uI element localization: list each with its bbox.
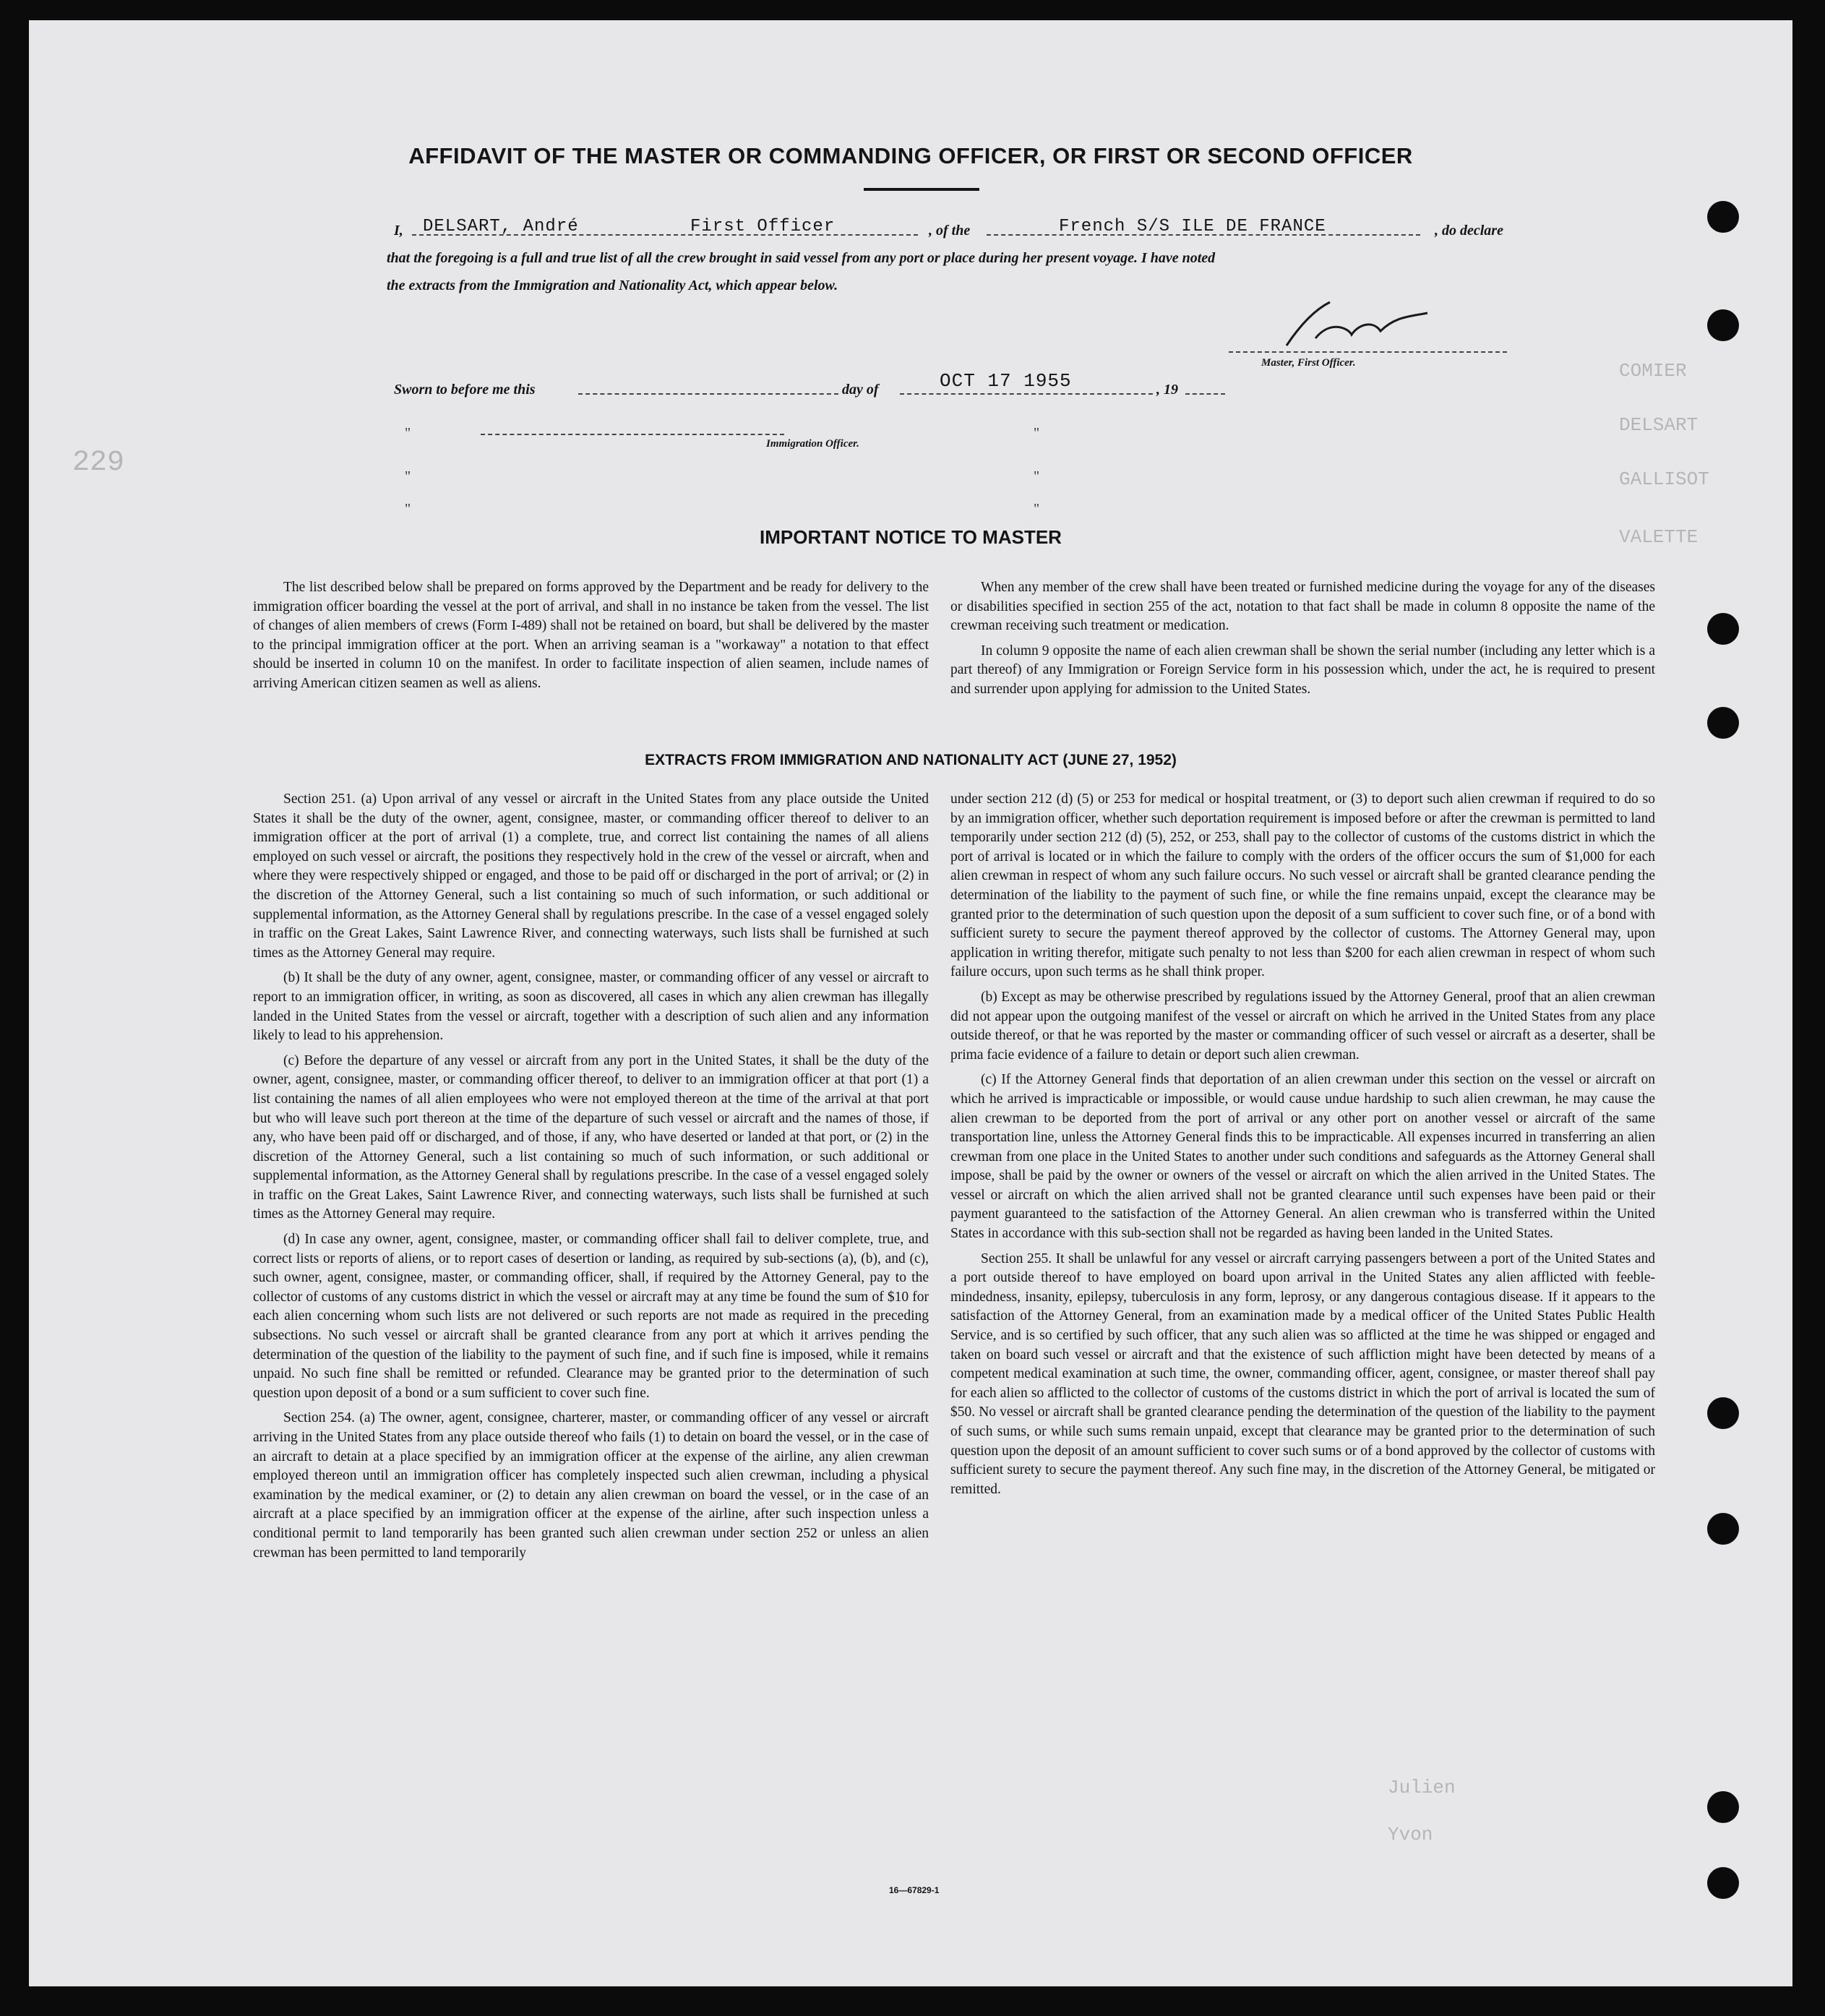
notice-right-column: [950, 578, 1655, 705]
punch-hole: [1707, 613, 1739, 645]
punch-hole: [1707, 1791, 1739, 1823]
notice-heading: IMPORTANT NOTICE TO MASTER: [760, 526, 1062, 548]
declaration-do-declare: , do declare: [1435, 223, 1503, 239]
bleed-through-text: Yvon: [1388, 1824, 1433, 1845]
declaration-line-3: the extracts from the Immigration and Nationality Act, which appear below.: [387, 278, 838, 293]
officer-rank: First Officer: [690, 217, 836, 236]
declaration-line-2: that the foregoing is a full and true list of all the crew brought in said vessel from any port or place during her present voyage. I have noted: [387, 250, 1216, 266]
punch-hole: [1707, 1867, 1739, 1899]
immigration-officer-rule: [481, 434, 784, 435]
notice-left-column: [253, 578, 929, 700]
signature-rule: [1229, 351, 1507, 353]
form-code: 16—67829-1: [889, 1885, 940, 1895]
extract-paragraph: under section 212 (d) (5) or 253 for medical or hospital treatment, or (3) to deport such alien crewman if required to do so by an immigration officer, whether such deportation requirement is imposed before or after the crewman is permitted to land temporarily under section 212 (d) (5), 252, or 253, shall pay to the collector of customs of the customs district in which the port of arrival is located or in which the failure to comply with the orders of the officer occurs the sum of $1,000 for each alien crewman in respect of whom any such failure occurs. No such vessel or aircraft shall be granted clearance pending the determination of the liability to the payment of such fine, or while the fine remains unpaid, except the clearance may be granted prior to the determination of such question upon the deposit of a sum sufficient to cover such fine, or of a bond with sufficient surety to secure the payment thereof approved by the collector of customs. The Attorney General may, upon application in writing therefor, mitigate such penalty to not less than $200 for each alien crewman in respect of whom such failure occurs, upon such terms as he shall think proper.: [950, 792, 1655, 980]
vessel-name: French S/S ILE DE FRANCE: [1059, 217, 1326, 236]
notice-paragraph: In column 9 opposite the name of each alien crewman shall be shown the serial number (including any letter which is a part thereof) of any Immigration or Foreign Service form in his possession which, under the act, he is required to present and surrender upon applying for admission to the United States.: [950, 643, 1655, 697]
year-rule: [1185, 393, 1225, 395]
punch-hole: [1707, 309, 1739, 341]
day-of-label: day of: [842, 382, 879, 398]
year-suffix: , 19: [1156, 382, 1178, 398]
notice-paragraph: The list described below shall be prepared on forms approved by the Department and be ready for delivery to the immigration officer boarding the vessel at the port of arrival, and shall in no instance be taken from the vessel. The list of changes of alien members of crews (Form I-489) shall not be retained on board, but shall be delivered by the master to the principal immigration officer at the port. When an arriving seaman is a "workaway" a notation to that effect should be inserted in column 10 on the manifest. In order to facilitate inspection of alien seamen, include names of arriving American citizen seamen as well as aliens.: [253, 580, 929, 691]
extract-paragraph: Section 251. (a) Upon arrival of any vessel or aircraft in the United States from any place outside the United States it shall be the duty of the owner, agent, consignee, master, or commanding officer thereof to deliver to an immigration officer at the port of arrival (1) a complete, true, and correct list containing the names of all aliens employed on such vessel or aircraft, the positions they respectively hold in the crew of the vessel or aircraft, when and where they were respectively shipped or engaged, and those to be paid off or discharged in the port of arrival; or (2) in the discretion of the Attorney General, such a list containing so much of such information, or such additional or supplemental information, as the Attorney General shall by regulations prescribe. In the case of a vessel engaged solely in traffic on the Great Lakes, Saint Lawrence River, and connecting waterways, such lists shall be furnished at such times as the Attorney General may require.: [253, 792, 929, 961]
extract-paragraph: (d) In case any owner, agent, consignee, master, or commanding officer shall fail to deliver complete, true, and correct lists or reports of aliens, or to report cases of desertion or landing, as required by sub-sections (a), (b), and (c), such owner, agent, consignee, master, or commanding officer, shall, if required by the Attorney General, pay to the collector of customs of any customs district in which the vessel or aircraft may at any time be found the sum of $10 for each alien concerning whom such lists are not delivered or such reports are not made as required in the preceding subsections. No such vessel or aircraft shall be granted clearance from any port at which it arrives pending the determination of the question of the liability to the payment of such fine, and if such fine is imposed, while it remains unpaid. No such fine shall be remitted or refunded. Clearance may be granted prior to the determination of such question upon deposit of a bond or a sum sufficient to cover such fine.: [253, 1232, 929, 1401]
sworn-date-stamp: OCT 17 1955: [940, 370, 1072, 392]
punch-hole: [1707, 201, 1739, 233]
title-rule: [864, 188, 979, 191]
sworn-label: Sworn to before me this: [394, 382, 536, 398]
bleed-through-text: VALETTE: [1619, 526, 1699, 548]
extract-paragraph: (c) Before the departure of any vessel or aircraft from any port in the United States, it shall be the duty of the owner, agent, consignee, master, or commanding officer thereof, to deliver to an immigration officer at that port (1) a list containing the names of all alien employees who were not employed thereon at the time of the arrival at that port but who will leave such port thereon at the time of the departure of such vessel or aircraft and the names of those, if any, who have been paid off or discharged, and of those, if any, who have deserted or landed at that port, or (2) in the discretion of the Attorney General, such a list containing so much of such information, or such additional or supplemental information, as the Attorney General shall by regulations prescribe. In the case of a vessel engaged solely in traffic on the Great Lakes, Saint Lawrence River, and connecting waterways, such lists shall be furnished at such times as the Attorney General may require.: [253, 1052, 929, 1222]
punch-hole: [1707, 1397, 1739, 1429]
bleed-through-text: 229: [72, 447, 125, 479]
extract-paragraph: (b) Except as may be otherwise prescribed by regulations issued by the Attorney General, proof that an alien crewman did not appear upon the outgoing manifest of the vessel or aircraft on which he arrived in the United States from any place outside thereof, or that he was reported by the master or commanding officer of such vessel or aircraft as a deserter, shall be prima facie evidence of a failure to detain or deport such alien crewman.: [950, 989, 1655, 1063]
extracts-heading: EXTRACTS FROM IMMIGRATION AND NATIONALITY ACT (JUNE 27, 1952): [645, 752, 1177, 768]
punch-hole: [1707, 707, 1739, 739]
document-page: COMIER DELSART GALLISOT VALETTE 229 Julien Yvon AFFIDAVIT OF THE MASTER OR COMMANDING OFFICER, OR FIRST OR SECOND OFFICER I, DELSART, André First Officer , of the French S/S ILE DE FRANCE , do declare that the foregoing is a full and true list of all the crew brought in said vessel from any port or place during her present voyage. I have noted the extracts from the Immigration and Nationality Act, which appear below. Master, First Officer. Sworn to before me this day of OCT 17 1955 , 19 Immigration Officer. " " " " " " IMPORTANT NOTICE TO MASTER The list described below shall be prepared on forms approved by the Department and be ready for delivery to the immigration officer boarding the vessel at the port of arrival, and shall in no instance be taken from the vessel. The list of changes of alien members of crews (Form I-489) shall not be retained on board, but shall be delivered by the master to the principal immigration officer at the port. When an arriving seaman is a "workaway" a notation to that effect should be inserted in column 10 on the manifest. In order to facilitate inspection of alien seamen, include names of arriving American citizen seamen as well as aliens. When any member of the crew shall have been treated or furnished medicine during the voyage for any of the diseases or disabilities specified in section 255 of the act, notation to that fact shall be made in column 8 opposite the name of the crewman receiving such treatment or medication. In column 9 opposite the name of each alien crewman shall be shown the serial number (including any letter which is a part thereof) of any Immigration or Foreign Service form in his possession which, under the act, he is required to present and surrender upon applying for admission to the United States. EXTRACTS FROM IMMIGRATION AND NATIONALITY ACT (JUNE 27, 1952) Section 251. (a) Upon arrival of any vessel or aircraft in the United States from any place outside the United States it shall be the duty of the owner, agent, consignee, master, or commanding officer thereof to deliver to an immigration officer at the port of arrival (1) a complete, true, and correct list containing the names of all aliens employed on such vessel or aircraft, the positions they respectively hold in the crew of the vessel or aircraft, when and where they were respectively shipped or engaged, and those to be paid off or discharged in the port of arrival; or (2) in the discretion of the Attorney General, such a list containing so much of such information, or such additional or supplemental information, as the Attorney General shall by regulations prescribe. In the case of a vessel engaged solely in traffic on the Great Lakes, Saint Lawrence River, and connecting waterways, such lists shall be furnished at such times as the Attorney General may require. (b) It shall be the duty of any owner, agent, consignee, master, or commanding officer of any vessel or aircraft to report to an immigration officer, in writing, as soon as discovered, all cases in which any alien crewman has illegally landed in the United States from the vessel or aircraft, together with a description of such alien and any information likely to lead to his apprehension. (c) Before the departure of any vessel or aircraft from any port in the United States, it shall be the duty of the owner, agent, consignee, master, or commanding officer thereof, to deliver to an immigration officer at that port (1) a list containing the names of all alien employees who were not employed thereon at the time of the arrival at that port but who will leave such port thereon at the time of the departure of such vessel or aircraft and the names of those, if any, who have been paid off or discharged, and of those, if any, who have deserted or landed at that port, or (2) in the discretion of the Attorney General, such a list containing so much of such information, or such additional or supplemental information, as the Attorney General shall by regulations prescribe. In the case of a vessel engaged solely in traffic on the Great Lakes, Saint Lawrence River, and connecting waterways, such lists shall be furnished at such times as the Attorney General may require. (d) In case any owner, agent, consignee, master, or commanding officer shall fail to deliver complete, true, and correct lists or reports of aliens, or to report cases of desertion or landing, as required by sub-sections (a), (b), and (c), such owner, agent, consignee, master, or commanding officer, shall, if required by the Attorney General, pay to the collector of customs of any customs district in which the vessel or aircraft may at any time be found the sum of $10 for each alien concerning whom such lists are not delivered or such reports are not made as required in the preceding subsections. No such vessel or aircraft shall be granted clearance from any port at which it arrives pending the determination of the question of the liability to the payment of such fine, and if such fine is imposed, while it remains unpaid. No such fine shall be remitted or refunded. Clearance may be granted prior to the determination of such question upon deposit of a bond or a sum sufficient to cover such fine. Section 254. (a) The owner, agent, consignee, charterer, master, or commanding officer of any vessel or aircraft arriving in the United States from any place outside thereof who fails (1) to detain on board the vessel, or in the case of an aircraft to detain at a place specified by an immigration officer at the expense of the airline, any alien crewman employed thereon until an immigration officer has completely inspected such alien crewman, including a physical examination by the medical examiner, or (2) to detain any alien crewman on board the vessel, or in the case of an aircraft at a place specified by an immigration officer at the expense of the airline, after such inspection unless a conditional permit to land temporarily has been granted such alien crewman under section 252 or unless an alien crewman has been permitted to land temporarily under section 212 (d) (5) or 253 for medical or hospital treatment, or (3) to deport such alien crewman if required to do so by an immigration officer, whether such deportation requirement is imposed before or after the crewman is permitted to land temporarily under section 212 (d) (5), 252, or 253, shall pay to the collector of customs of the customs district in which the port of arrival is located or in which the failure to comply with the orders of the officer occurs the sum of $1,000 for each alien crewman in respect of whom any such failure occurs. No such vessel or aircraft shall be granted clearance pending the determination of the liability to the payment of such fine, or while the fine remains unpaid, except the clearance may be granted prior to the determination of such question upon the deposit of a sum sufficient to cover such fine, or of a bond with sufficient surety to secure the payment thereof approved by the collector of customs. The Attorney General may, upon application in writing therefor, mitigate such penalty to not less than $200 for each alien crewman in respect of whom such failure occurs, upon such terms as he shall think proper. (b) Except as may be otherwise prescribed by regulations issued by the Attorney General, proof that an alien crewman did not appear upon the outgoing manifest of the vessel or aircraft on which he arrived in the United States from any place outside thereof, or that he was reported by the master or commanding officer of such vessel or aircraft as a deserter, shall be prima facie evidence of a failure to detain or deport such alien crewman. (c) If the Attorney General finds that deportation of an alien crewman under this section on the vessel or aircraft on which he arrived is impracticable or impossible, or would cause undue hardship to such alien crewman, he may cause the alien crewman to be deported from the port of arrival or any other port on another vessel or aircraft of the same transportation line, unless the Attorney General finds this to be impracticable. All expenses incurred in transferring an alien crewman from one place in the United States to another under such conditions and safeguards as the Attorney General shall impose, shall be paid by the owner or owners of the vessel or aircraft on which the alien arrived in the United States. The vessel or aircraft on which the alien arrived shall not be granted clearance until such expenses have been paid or their payment guaranteed to the satisfaction of the Attorney General. An alien crewman who is transferred within the United States in accordance with this sub-section shall not be regarded as having been landed in the United States. Section 255. It shall be unlawful for any vessel or aircraft carrying passengers between a port of the United States and a port outside thereof to have employed on board upon arrival in the United States any alien afflicted with feeble-mindedness, insanity, epilepsy, tuberculosis in any form, leprosy, or any dangerous contagious disease. If it appears to the satisfaction of the Attorney General, from an examination made by a medical officer of the United States Public Health Service, and is so certified by such officer, that any such alien was so afflicted at the time he was shipped or engaged and taken on board such vessel or aircraft and that the existence of such affliction might have been detected by means of a competent medical examination at such time, the owner, commanding officer, agent, consignee, or master thereof shall pay for each alien so afflicted to the collector of customs of the customs district in which the port of arrival is located the sum of $50. No vessel or aircraft shall be granted clearance pending the determination of the question of the liability to the payment of such sums, or while such sums remain unpaid, except that clearance may be granted prior to the determination of such question upon the deposit of an amount sufficient to cover such sums or of a bond approved by the collector of customs with sufficient surety to secure the payment thereof. Any such fine may, in the discretion of the Attorney General, be mitigated or remitted. 16—67829-1: [29, 20, 1792, 1986]
declaration-prefix: I,: [394, 223, 403, 239]
officer-name: DELSART, André: [423, 217, 579, 236]
extract-paragraph: Section 255. It shall be unlawful for any vessel or aircraft carrying passengers between a port of the United States and a port outside thereof to have employed on board upon arrival in the United States any alien afflicted with feeble-mindedness, insanity, epilepsy, tuberculosis in any form, leprosy, or any dangerous contagious disease. If it appears to the satisfaction of the Attorney General, from an examination made by a medical officer of the United States Public Health Service, and is so certified by such officer, that any such alien was so afflicted at the time he was shipped or engaged and taken on board such vessel or aircraft and that the existence of such affliction might have been detected by means of a competent medical examination at such time, the owner, commanding officer, agent, consignee, or master thereof shall pay for each alien so afflicted to the collector of customs of the customs district in which the port of arrival is located the sum of $50. No vessel or aircraft shall be granted clearance pending the determination of the question of the liability to the payment of such sums, or while such sums remain unpaid, except that clearance may be granted prior to the determination of such question upon the deposit of an amount sufficient to cover such sums or of a bond approved by the collector of customs with sufficient surety to secure the payment thereof. Any such fine may, in the discretion of the Attorney General, be mitigated or remitted.: [950, 1251, 1655, 1497]
extracts-right-column: [950, 790, 1655, 1505]
immigration-officer-caption: Immigration Officer.: [766, 438, 859, 450]
bleed-through-text: Julien: [1388, 1777, 1456, 1798]
punch-hole: [1707, 1513, 1739, 1545]
extract-paragraph: (c) If the Attorney General finds that deportation of an alien crewman under this section on the vessel or aircraft on which he arrived is impracticable or impossible, or would cause undue hardship to such alien crewman, he may cause the alien crewman to be deported from the port of arrival or any other port on another vessel or aircraft of the same transportation line, unless the Attorney General finds this to be impracticable. All expenses incurred in transferring an alien crewman from one place in the United States to another under such conditions and safeguards as the Attorney General shall impose, shall be paid by the owner or owners of the vessel or aircraft on which the alien arrived in the United States. The vessel or aircraft on which the alien arrived shall not be granted clearance until such expenses have been paid or their payment guaranteed to the satisfaction of the Attorney General. An alien crewman who is transferred within the United States in accordance with this sub-section shall not be regarded as having been landed in the United States.: [950, 1072, 1655, 1242]
extract-paragraph: Section 254. (a) The owner, agent, consignee, charterer, master, or commanding officer of any vessel or aircraft arriving in the United States from any place outside thereof who fails (1) to detain on board the vessel, or in the case of an aircraft to detain at a place specified by an immigration officer at the expense of the airline, any alien crewman employed thereon until an immigration officer has completely inspected such alien crewman, including a physical examination by the medical examiner, or (2) to detain any alien crewman on board the vessel, or in the case of an aircraft at a place specified by an immigration officer at the expense of the airline, after such inspection unless a conditional permit to land temporarily has been granted such alien crewman under section 252 or unless an alien crewman has been permitted to land temporarily: [253, 1410, 929, 1561]
date-rule: [900, 393, 1153, 395]
extracts-left-column: [253, 790, 929, 1569]
signature-caption: Master, First Officer.: [1261, 357, 1356, 369]
declaration-of-the: , of the: [929, 223, 971, 239]
notice-paragraph: When any member of the crew shall have been treated or furnished medicine during the voyage for any of the diseases or disabilities specified in section 255 of the act, notation to that fact shall be made in column 8 opposite the name of the crewman receiving such treatment or medication.: [950, 580, 1655, 634]
bleed-through-text: DELSART: [1619, 414, 1699, 436]
extract-paragraph: (b) It shall be the duty of any owner, agent, consignee, master, or commanding officer of any vessel or aircraft to report to an immigration officer, in writing, as soon as discovered, all cases in which any alien crewman has illegally landed in the United States from the vessel or aircraft, together with a description of such alien and any information likely to lead to his apprehension.: [253, 970, 929, 1044]
officer-signature: [1272, 295, 1446, 353]
bleed-through-text: GALLISOT: [1619, 468, 1709, 490]
sworn-rule: [578, 393, 838, 395]
affidavit-title: AFFIDAVIT OF THE MASTER OR COMMANDING OFFICER, OR FIRST OR SECOND OFFICER: [408, 143, 1413, 168]
bleed-through-text: COMIER: [1619, 360, 1687, 382]
